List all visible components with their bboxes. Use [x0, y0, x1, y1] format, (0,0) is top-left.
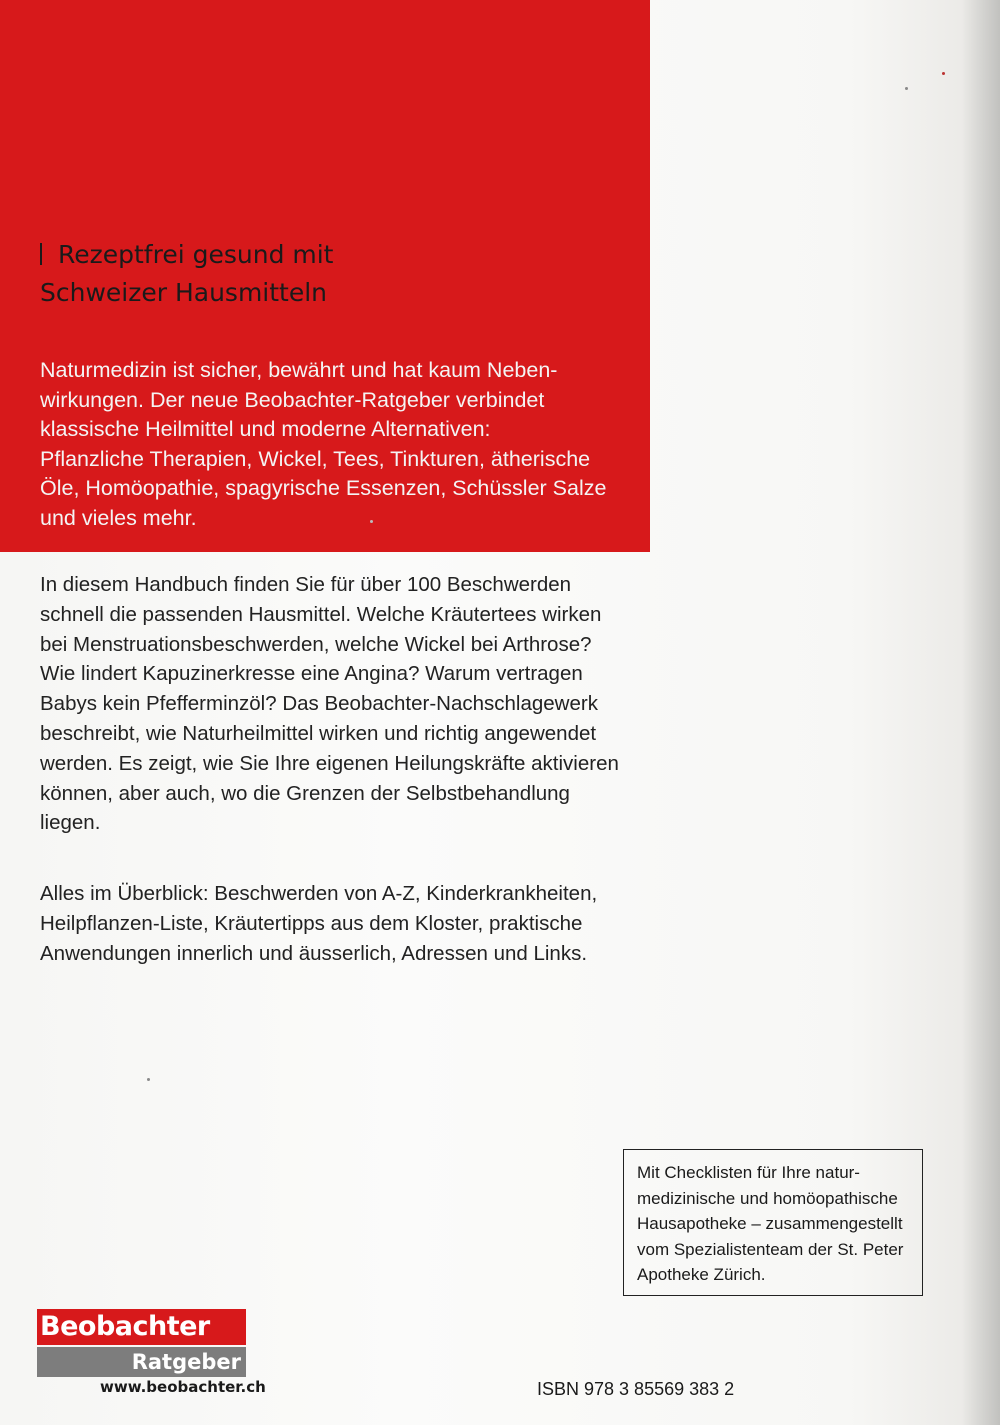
headline-line-1	[40, 236, 600, 274]
intro-paragraph: Naturmedizin ist sicher, bewährt und hat kaum Neben- wirkungen. Der neue Beobachter-Ratgeber verbindet klassische Heilmittel und moderne Alternativen: Pflanzliche Therapien, Wickel, Tees, Tinkturen, ätherische Öle, Homöopathie, spagyrische Essenzen, Schüssler Salze und vieles mehr.	[40, 358, 607, 530]
logo-ratgeber: Ratgeber	[37, 1347, 246, 1377]
logo-beobachter: Beobachter	[37, 1309, 246, 1345]
overview-paragraph: Alles im Überblick: Beschwerden von A-Z, Kinderkrankheiten, Heilpflanzen-Liste, Kräutertipps aus dem Kloster, praktische Anwendungen innerlich und äusserlich, Adressen und Links.	[40, 882, 598, 965]
body-paragraph: In diesem Handbuch finden Sie für über 100 Beschwerden schnell die passenden Hausmittel. Welche Kräutertees wirken bei Menstruationsbeschwerden, welche Wickel bei Arthrose? Wie lindert Kapuzinerkresse eine Angina? Warum vertragen Babys kein Pfefferminzöl? Das Beobachter-Nachschlagewerk beschreibt, wie Naturheilmittel wirken und richtig angewendet werden. Es zeigt, wie Sie Ihre eigenen Heilungskräfte aktivieren können, aber auch, wo die Grenzen der Selbstbehandlung liegen.	[40, 573, 619, 835]
isbn: ISBN 978 3 85569 383 2	[537, 1379, 735, 1399]
headline	[40, 236, 600, 312]
checklist-box: Mit Checklisten für Ihre natur- medizinische und homöopathische Hausapotheke – zusammengestellt vom Spezialistenteam der St. Peter Apotheke Zürich.	[623, 1149, 923, 1296]
paper-speck	[370, 520, 373, 523]
paper-speck	[942, 72, 945, 75]
paper-speck	[147, 1078, 150, 1081]
paper-speck	[905, 87, 908, 90]
headline-bar-icon	[40, 243, 42, 265]
website-url: www.beobachter.ch	[100, 1378, 266, 1396]
beobachter-ratgeber-logo	[37, 1309, 246, 1377]
headline-line-2: Schweizer Hausmitteln	[40, 278, 328, 307]
headline-text-1: Rezeptfrei gesund mit	[58, 240, 334, 269]
spine-shadow	[962, 0, 1000, 1425]
